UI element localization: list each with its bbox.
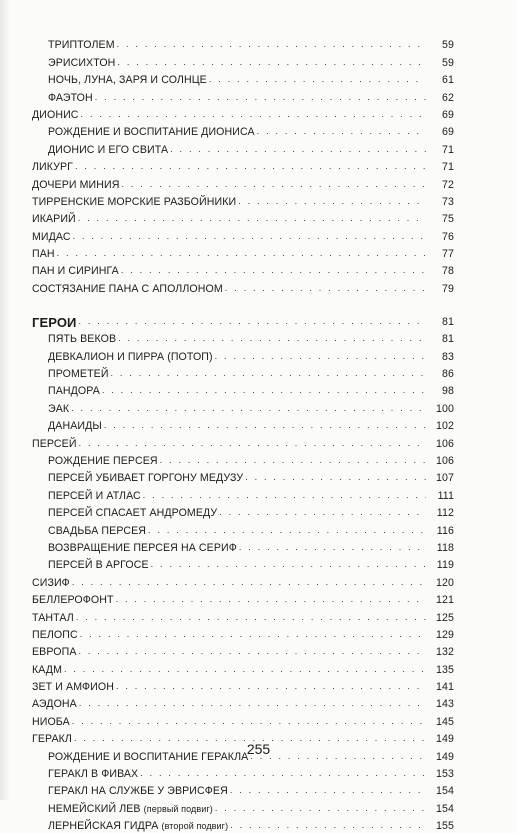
toc-entry-title [32, 161, 73, 174]
toc-entry-title-text: ФАЭТОН [48, 91, 93, 104]
toc-entry [0, 364, 517, 381]
toc-entry [0, 278, 517, 295]
toc-entry [0, 468, 517, 485]
toc-entry-title [48, 559, 149, 572]
toc-entry-page: 120 [436, 576, 454, 589]
toc-entry [0, 659, 517, 676]
toc-entry [0, 52, 517, 69]
toc-entry-page: 106 [436, 437, 454, 450]
toc-entry-title-text: НЕМЕЙСКИЙ ЛЕВ [48, 802, 141, 815]
toc-entry [0, 642, 517, 659]
toc-entry-title [48, 126, 255, 139]
toc-entry-page: 121 [436, 594, 454, 607]
toc-entry-page: 75 [442, 213, 454, 226]
toc-entry-title-text: НОЧЬ, ЛУНА, ЗАРЯ И СОЛНЦЕ [48, 74, 207, 87]
toc-entry-title-text: РОЖДЕНИЕ И ВОСПИТАНИЕ ГЕРАКЛА [48, 750, 249, 763]
toc-entry-title [32, 612, 74, 625]
toc-entry [0, 416, 517, 433]
dot-leader [245, 471, 426, 483]
dot-leader [73, 230, 426, 242]
toc-entry-title-text: ПЕРСЕЙ УБИВАЕТ ГОРГОНУ МЕДУЗУ [48, 472, 244, 485]
toc-entry [0, 538, 517, 555]
toc-entry-title-text: ЕВРОПА [32, 646, 77, 659]
toc-entry-title-text: ДИОНИС [32, 108, 79, 121]
toc-entry-title-text: ПЕРСЕЙ И АТЛАС [48, 489, 141, 502]
toc-entry-page: 100 [436, 402, 454, 415]
toc-entry-page: 119 [436, 559, 454, 572]
toc-entry [0, 209, 517, 226]
toc-entry-title [48, 74, 207, 87]
dot-leader [143, 489, 426, 501]
toc-entry-page: 102 [436, 420, 454, 433]
toc-entry-title-text: ПЯТЬ ВЕКОВ [48, 333, 117, 346]
toc-entry-note: (второй подвиг) [161, 821, 229, 832]
toc-entry [0, 122, 517, 139]
toc-entry [0, 261, 517, 278]
toc-entry-page: 107 [436, 472, 454, 485]
toc-entry-title-text: СВАДЬБА ПЕРСЕЯ [48, 524, 147, 537]
toc-entry-title [48, 57, 115, 70]
toc-entry-title [32, 698, 77, 711]
toc-entry-title [32, 716, 70, 729]
toc-entry-title-text: ЭРИСИХТОН [48, 56, 116, 69]
toc-entry [0, 607, 517, 624]
toc-entry-title [48, 403, 69, 416]
dot-leader [160, 454, 426, 466]
toc-entry [0, 711, 517, 728]
toc-entry-page: 59 [442, 56, 454, 69]
toc-entry [0, 816, 517, 833]
toc-entry [0, 105, 517, 122]
dot-leader [116, 680, 426, 692]
toc-entry-title-text: РОЖДЕНИЕ И ВОСПИТАНИЕ ДИОНИСА [48, 126, 255, 139]
toc-entry-title [48, 333, 116, 346]
dot-leader [75, 160, 426, 172]
dot-leader [209, 73, 426, 85]
toc-entry-title-text: ДОЧЕРИ МИНИЯ [32, 178, 120, 191]
toc-entry-page: 125 [436, 611, 454, 624]
toc-entry [0, 157, 517, 174]
toc-entry-title-text: ЛИКУРГ [32, 161, 73, 174]
toc-entry-title-text: ТИРРЕНСКИЕ МОРСКИЕ РАЗБОЙНИКИ [32, 195, 237, 208]
toc-entry-title-text: АЭДОНА [32, 698, 77, 711]
dot-leader [79, 697, 426, 709]
dot-leader [79, 645, 427, 657]
toc-entry-page: 149 [436, 733, 454, 746]
dot-leader [117, 56, 426, 68]
dot-leader [104, 419, 426, 431]
dot-leader [230, 819, 426, 831]
dot-leader [148, 524, 426, 536]
toc-entry-page: 69 [442, 108, 454, 121]
toc-entry-title-text: ТАНТАЛ [32, 611, 74, 624]
toc-entry-title [48, 351, 213, 364]
toc-entry-title [32, 577, 70, 590]
toc-entry [0, 485, 517, 502]
toc-entry-title-text: ПРОМЕТЕЙ [48, 368, 109, 381]
toc-entry-title [32, 231, 71, 244]
toc-entry-note: (первый подвиг) [143, 803, 213, 814]
toc-entry-page: 79 [442, 282, 454, 295]
dot-leader [170, 143, 426, 155]
toc-entry-title [32, 109, 79, 122]
dot-leader [219, 506, 426, 518]
dot-leader [215, 350, 426, 362]
toc-entry [0, 798, 517, 815]
dot-leader [95, 91, 426, 103]
toc-entry-title [48, 368, 109, 381]
toc-entry-title [32, 438, 77, 451]
toc-entry-title-text: ЭАК [48, 402, 70, 415]
toc-entry-page: 141 [436, 681, 454, 694]
toc-entry [0, 625, 517, 642]
toc-entry-page: 62 [442, 91, 454, 104]
toc-entry-title-text: ГЕРАКЛ НА СЛУЖБЕ У ЭВРИСФЕЯ [48, 785, 228, 798]
toc-entry-page: 59 [442, 39, 454, 52]
toc-entry-page: 81 [442, 315, 454, 328]
toc-entry-title [32, 283, 223, 296]
toc-entry-title [32, 629, 78, 642]
toc-entry-page: 72 [442, 178, 454, 191]
toc-entry-page: 153 [436, 768, 454, 781]
toc-entry-page: 155 [436, 820, 454, 833]
toc-entry-title [48, 39, 115, 52]
toc-entry-title [32, 594, 114, 607]
toc-entry-title-text: ТРИПТОЛЕМ [48, 39, 115, 52]
toc-entry-title [48, 490, 141, 503]
toc-entry-page: 116 [436, 524, 454, 537]
toc-entry-page: 81 [442, 333, 454, 346]
toc-entry-page: 76 [442, 230, 454, 243]
toc-entry-title-text: МИДАС [32, 230, 71, 243]
toc-entry [0, 572, 517, 589]
toc-entry-page: 106 [436, 454, 454, 467]
toc-entry-page: 132 [436, 646, 454, 659]
dot-leader [117, 38, 426, 50]
toc-entry-title [48, 785, 228, 798]
toc-entry-title [48, 525, 146, 538]
dot-leader [239, 541, 426, 553]
dot-leader [78, 212, 426, 224]
dot-leader [238, 195, 426, 207]
toc-entry-page: 61 [442, 74, 454, 87]
toc-entry-page: 69 [442, 126, 454, 139]
toc-entry-title-text: ПЕЛОПС [32, 628, 78, 641]
toc-entry [0, 433, 517, 450]
toc-entry-title-text: ДАНАИДЫ [48, 420, 102, 433]
toc-entry-title [48, 803, 213, 816]
toc-entry-page: 145 [436, 715, 454, 728]
toc-entry-page: 71 [442, 143, 454, 156]
dot-leader [118, 332, 426, 344]
toc-entry [0, 590, 517, 607]
toc-entry-title [48, 385, 100, 398]
dot-leader [76, 611, 426, 623]
toc-entry-title-text: СИЗИФ [32, 576, 70, 589]
toc-entry-title [48, 455, 158, 468]
toc-entry-title [48, 507, 217, 520]
toc-entry [0, 226, 517, 243]
toc-entry-page: 129 [436, 628, 454, 641]
toc-entry-page: 111 [437, 489, 454, 502]
dot-leader [72, 576, 426, 588]
toc-entry-page: 98 [442, 385, 454, 398]
toc-entry-title [32, 179, 120, 192]
toc-section-heading [0, 310, 517, 329]
dot-leader [71, 402, 426, 414]
toc-entry-title-text: СОСТЯЗАНИЕ ПАНА С АПОЛЛОНОМ [32, 282, 223, 295]
toc-entry-title [48, 420, 102, 433]
dot-leader [111, 367, 426, 379]
toc-entry-page: 83 [442, 350, 454, 363]
dot-leader [81, 108, 426, 120]
dot-leader [116, 593, 426, 605]
dot-leader [102, 384, 426, 396]
toc-entry [0, 192, 517, 209]
dot-leader [215, 802, 426, 814]
toc-entry-title [48, 820, 228, 833]
toc-entry-page: 73 [442, 195, 454, 208]
toc-entry [0, 381, 517, 398]
page-number: 255 [246, 741, 271, 757]
toc-entry-page: 154 [436, 802, 454, 815]
toc-entry-title-text: БЕЛЛЕРОФОНТ [32, 594, 114, 607]
toc-entry [0, 694, 517, 711]
dot-leader [80, 628, 426, 640]
toc-entry-title-text: ДЕВКАЛИОН И ПИРРА (ПОТОП) [48, 350, 213, 363]
toc-entry-page: 154 [436, 785, 454, 798]
toc-entry [0, 764, 517, 781]
dot-leader [57, 247, 426, 259]
dot-leader [225, 282, 426, 294]
toc-entry-title-text: ЗЕТ И АМФИОН [32, 681, 114, 694]
toc-entry [0, 70, 517, 87]
toc-entry-page: 135 [436, 663, 454, 676]
dot-leader [64, 663, 426, 675]
toc-entry [0, 555, 517, 572]
toc-entry-page: 71 [442, 161, 454, 174]
dot-leader [79, 315, 427, 327]
toc-entry-title-text: ГЕРАКЛ [32, 733, 72, 746]
toc-entry-title [48, 768, 138, 781]
toc-entry-title-text: ПЕРСЕЙ СПАСАЕТ АНДРОМЕДУ [48, 507, 218, 520]
toc-entry [0, 346, 517, 363]
toc-entry [0, 520, 517, 537]
toc-entry-title-text: ПЕРСЕЙ [32, 437, 77, 450]
toc-entry [0, 329, 517, 346]
toc-entry-title [32, 213, 76, 226]
toc-entry-title [48, 472, 243, 485]
toc-entry-title-text: ПАН [32, 248, 55, 261]
toc-entry-title [32, 681, 114, 694]
toc-entry [0, 87, 517, 104]
toc-entry-title [48, 144, 168, 157]
dot-leader [151, 558, 426, 570]
toc-entry-title-text: ПАН И СИРИНГА [32, 265, 119, 278]
toc-entry [0, 35, 517, 52]
toc-entry-title [32, 316, 77, 329]
toc-entry-title [32, 664, 62, 677]
toc-entry-title-text: ИКАРИЙ [32, 213, 76, 226]
toc-entry [0, 398, 517, 415]
toc-entry-title [32, 646, 77, 659]
toc-entry-title [32, 196, 236, 209]
toc-entry-title-text: ПЕРСЕЙ В АРГОСЕ [48, 559, 149, 572]
toc-entry-title-text: ПАНДОРА [48, 385, 100, 398]
toc-entry-title-text: ЛЕРНЕЙСКАЯ ГИДРА [48, 820, 159, 833]
toc-entry-page: 77 [442, 248, 454, 261]
dot-leader [72, 715, 426, 727]
toc-entry-page: 112 [436, 507, 454, 520]
toc-entry [0, 503, 517, 520]
dot-leader [121, 264, 426, 276]
toc-entry-title [48, 92, 93, 105]
toc-entry [0, 781, 517, 798]
toc-entry-title-text: НИОБА [32, 715, 70, 728]
table-of-contents [0, 35, 517, 833]
toc-entry-title-text: РОЖДЕНИЕ ПЕРСЕЯ [48, 454, 158, 467]
dot-leader [140, 767, 426, 779]
toc-entry-title-text: ДИОНИС И ЕГО СВИТА [48, 143, 169, 156]
toc-entry [0, 244, 517, 261]
toc-entry-page: 143 [436, 698, 454, 711]
toc-entry-page: 86 [442, 368, 454, 381]
toc-entry-title-text: ВОЗВРАЩЕНИЕ ПЕРСЕЯ НА СЕРИФ [48, 541, 237, 554]
toc-entry-title [32, 248, 55, 261]
toc-entry [0, 139, 517, 156]
toc-entry-title [32, 265, 119, 278]
toc-entry-page: 78 [442, 265, 454, 278]
toc-entry [0, 451, 517, 468]
dot-leader [79, 437, 426, 449]
toc-entry-title-text: ГЕРОИ [32, 314, 77, 330]
dot-leader [257, 125, 426, 137]
toc-entry [0, 677, 517, 694]
toc-entry [0, 174, 517, 191]
dot-leader [230, 784, 426, 796]
toc-entry-title-text: КАДМ [32, 663, 62, 676]
dot-leader [122, 178, 427, 190]
toc-entry-title-text: ГЕРАКЛ В ФИВАХ [48, 768, 139, 781]
toc-entry-page: 149 [436, 750, 454, 763]
toc-entry-title [48, 542, 237, 555]
toc-entry-page: 118 [436, 541, 454, 554]
